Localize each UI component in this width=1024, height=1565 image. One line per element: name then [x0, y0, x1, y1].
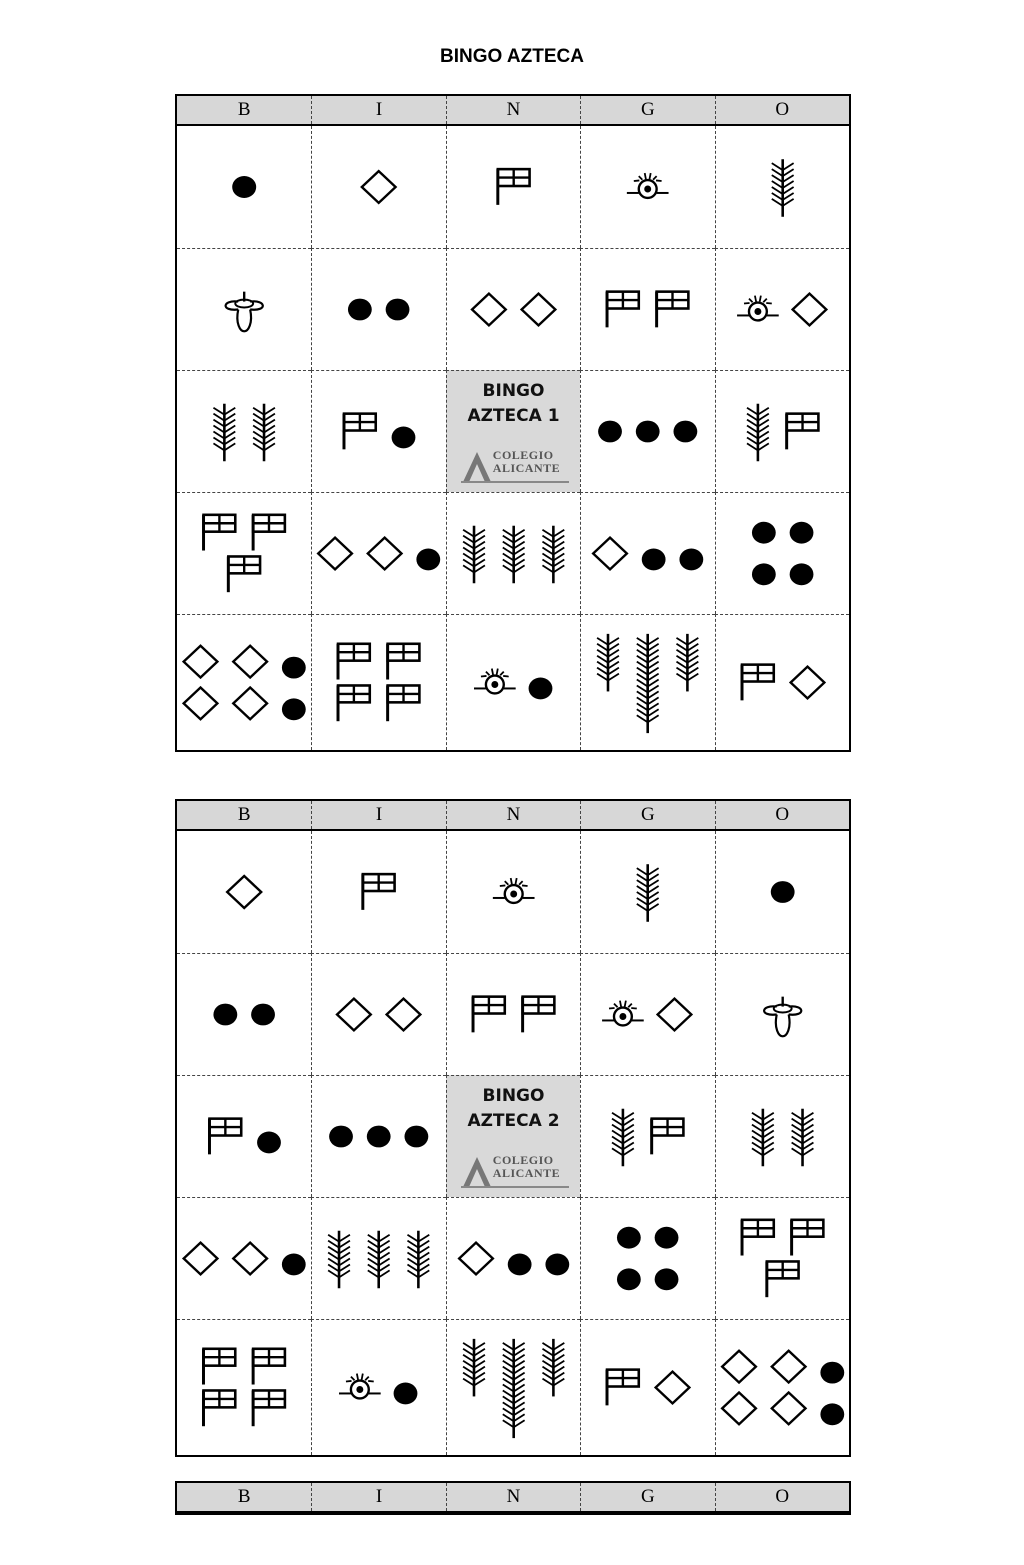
cell-symbols — [312, 1076, 445, 1197]
header-letter: I — [311, 801, 445, 829]
bingo-cell[interactable] — [311, 1197, 445, 1319]
logo-text-line2: ALICANTE — [492, 1166, 561, 1180]
diamond-icon — [472, 294, 506, 326]
dot-icon — [820, 1362, 844, 1384]
bingo-cell[interactable] — [311, 126, 445, 248]
flag-icon — [473, 997, 505, 1033]
dot-icon — [655, 1268, 679, 1290]
header-letter: G — [580, 96, 714, 124]
diamond-icon — [233, 1243, 267, 1275]
diamond-icon — [368, 538, 402, 570]
dot-icon — [282, 1254, 306, 1276]
card-header — [177, 1483, 849, 1513]
diamond-icon — [227, 876, 261, 908]
logo-text-line1: COLEGIO — [492, 448, 554, 462]
cell-symbols — [177, 615, 311, 750]
diamond-icon — [593, 538, 627, 570]
cell-symbols — [716, 615, 849, 750]
cell-symbols — [312, 126, 445, 248]
diamond-icon — [771, 1392, 805, 1424]
flag-icon — [203, 1349, 235, 1385]
cell-symbols — [447, 831, 580, 953]
dot-icon — [213, 1004, 237, 1026]
dot-icon — [330, 1126, 354, 1148]
bingo-cell[interactable] — [446, 953, 580, 1075]
dot-icon — [680, 549, 704, 571]
diamond-icon — [184, 1243, 218, 1275]
cell-symbols — [447, 1320, 580, 1455]
bingo-cell[interactable] — [311, 370, 445, 492]
bingo-cell[interactable] — [446, 126, 580, 248]
page-title: BINGO AZTECA — [440, 46, 584, 67]
bingo-card-2 — [175, 799, 851, 1457]
diamond-icon — [362, 171, 396, 203]
diamond-icon — [319, 538, 353, 570]
bingo-cell[interactable] — [715, 1075, 849, 1197]
cell-symbols — [447, 126, 580, 248]
dot-icon — [789, 563, 813, 585]
cell-symbols — [312, 1320, 445, 1455]
bingo-cell[interactable] — [580, 1319, 714, 1455]
diamond-icon — [233, 687, 267, 719]
free-space-subtitle: AZTECA 2 — [467, 1111, 560, 1131]
bingo-cell[interactable] — [177, 126, 311, 248]
cell-symbols — [177, 1320, 311, 1455]
bingo-cell[interactable] — [580, 126, 714, 248]
diamond-icon — [658, 999, 692, 1031]
diamond-icon — [184, 687, 218, 719]
cell-symbols — [581, 249, 714, 370]
dot-icon — [257, 1132, 281, 1154]
bingo-cell[interactable] — [177, 1075, 311, 1197]
bingo-cell[interactable] — [580, 370, 714, 492]
cell-symbols — [581, 1076, 714, 1197]
header-letter: N — [446, 96, 580, 124]
cell-symbols — [447, 954, 580, 1075]
plant-icon — [329, 1231, 351, 1289]
flag-icon — [791, 1220, 823, 1256]
eye-icon — [474, 669, 516, 694]
cell-symbols — [581, 954, 714, 1075]
dot-icon — [674, 421, 698, 443]
bingo-cell[interactable] — [715, 370, 849, 492]
flower-icon — [764, 997, 801, 1037]
plant-icon — [542, 526, 564, 584]
dot-icon — [417, 549, 441, 571]
bingo-cell[interactable] — [580, 1075, 714, 1197]
flag-icon — [253, 1349, 285, 1385]
card-grid — [177, 126, 849, 750]
bingo-card-1 — [175, 94, 851, 752]
bingo-cell[interactable] — [311, 1075, 445, 1197]
flag-icon — [652, 1119, 684, 1155]
cell-symbols — [716, 1320, 849, 1455]
plant-icon — [771, 159, 793, 217]
bingo-cell[interactable] — [580, 953, 714, 1075]
bingo-cell[interactable] — [177, 953, 311, 1075]
flag-icon — [742, 1220, 774, 1256]
plant-icon — [597, 634, 619, 692]
bingo-cell[interactable] — [177, 1319, 311, 1455]
cell-symbols — [581, 831, 714, 953]
plant-icon — [503, 526, 525, 584]
dot-icon — [367, 1126, 391, 1148]
plant-icon — [463, 1339, 485, 1397]
dot-icon — [251, 1004, 275, 1026]
flag-icon — [253, 1390, 285, 1426]
logo-text-line2: ALICANTE — [492, 461, 561, 475]
cell-symbols — [177, 493, 311, 614]
dot-icon — [642, 549, 666, 571]
flag-icon — [498, 169, 530, 205]
bingo-cell[interactable] — [580, 831, 714, 953]
dot-icon — [655, 1227, 679, 1249]
bingo-cell[interactable] — [311, 248, 445, 370]
bingo-cell[interactable] — [715, 614, 849, 750]
bingo-cell[interactable] — [580, 248, 714, 370]
plant-icon — [677, 634, 699, 692]
card-grid — [177, 831, 849, 1455]
flag-icon — [388, 685, 420, 721]
plant-icon — [463, 526, 485, 584]
cell-symbols — [177, 1076, 311, 1197]
dot-icon — [598, 421, 622, 443]
cell-symbols — [177, 249, 311, 370]
diamond-icon — [184, 646, 218, 678]
bingo-cell[interactable] — [715, 248, 849, 370]
cell-symbols — [312, 615, 445, 750]
bingo-cell[interactable] — [177, 1197, 311, 1319]
plant-icon — [637, 676, 659, 734]
free-space-subtitle: AZTECA 1 — [467, 406, 560, 426]
free-space[interactable] — [446, 1075, 580, 1197]
dot-icon — [789, 522, 813, 544]
plant-icon — [368, 1231, 390, 1289]
cell-symbols — [716, 1076, 849, 1197]
flag-icon — [522, 997, 554, 1033]
cell-symbols — [581, 126, 714, 248]
plant-icon — [542, 1339, 564, 1397]
dot-icon — [508, 1254, 532, 1276]
bingo-cell[interactable] — [311, 614, 445, 750]
cell-symbols — [312, 954, 445, 1075]
school-logo — [459, 448, 571, 484]
dot-icon — [752, 522, 776, 544]
header-letter: I — [311, 96, 445, 124]
flag-icon — [786, 414, 818, 450]
bingo-cell[interactable] — [311, 1319, 445, 1455]
bingo-cell[interactable] — [580, 1197, 714, 1319]
cell-symbols — [581, 493, 714, 614]
dot-icon — [282, 657, 306, 679]
header-letter: N — [446, 1483, 580, 1511]
flag-icon — [209, 1119, 241, 1155]
diamond-icon — [792, 294, 826, 326]
eye-icon — [627, 173, 669, 198]
free-space-title: BINGO — [482, 381, 545, 401]
dot-icon — [820, 1403, 844, 1425]
flag-icon — [338, 644, 370, 680]
bingo-cell[interactable] — [715, 126, 849, 248]
dot-icon — [282, 698, 306, 720]
dot-icon — [394, 1383, 418, 1405]
flag-icon — [607, 1370, 639, 1406]
cell-symbols — [177, 831, 311, 953]
flag-icon — [607, 292, 639, 328]
dot-icon — [617, 1227, 641, 1249]
diamond-icon — [387, 999, 421, 1031]
bingo-cell[interactable] — [446, 492, 580, 614]
free-space[interactable] — [446, 370, 580, 492]
flag-icon — [742, 665, 774, 701]
flag-icon — [657, 292, 689, 328]
diamond-icon — [337, 999, 371, 1031]
dot-icon — [348, 299, 372, 321]
free-space-title: BINGO — [482, 1086, 545, 1106]
plant-icon — [503, 1381, 525, 1439]
card-header — [177, 801, 849, 831]
bingo-cell[interactable] — [715, 831, 849, 953]
bingo-cell[interactable] — [715, 953, 849, 1075]
cell-symbols — [581, 1198, 714, 1319]
flag-icon — [363, 874, 395, 910]
cell-symbols — [581, 1320, 714, 1455]
bingo-cell[interactable] — [446, 1319, 580, 1455]
flag-icon — [388, 644, 420, 680]
diamond-icon — [459, 1243, 493, 1275]
cell-symbols — [312, 249, 445, 370]
cell-symbols — [312, 493, 445, 614]
header-letter: O — [715, 96, 849, 124]
eye-icon — [602, 1001, 644, 1026]
flag-icon — [344, 414, 376, 450]
cell-symbols — [716, 493, 849, 614]
cell-symbols — [447, 1198, 580, 1319]
cell-symbols — [447, 615, 580, 750]
dot-icon — [636, 421, 660, 443]
bingo-cell[interactable] — [446, 614, 580, 750]
card-header — [177, 96, 849, 126]
cell-symbols — [716, 954, 849, 1075]
plant-icon — [408, 1231, 430, 1289]
plant-icon — [752, 1109, 774, 1167]
diamond-icon — [656, 1372, 690, 1404]
plant-icon — [253, 404, 275, 462]
header-letter: G — [580, 1483, 714, 1511]
bingo-cell[interactable] — [177, 831, 311, 953]
dot-icon — [405, 1126, 429, 1148]
cell-symbols — [716, 126, 849, 248]
cell-symbols — [447, 249, 580, 370]
bingo-card-3 — [175, 1481, 851, 1515]
dot-icon — [545, 1254, 569, 1276]
plant-icon — [791, 1109, 813, 1167]
bingo-cell[interactable] — [311, 492, 445, 614]
cell-symbols — [312, 831, 445, 953]
flower-icon — [226, 292, 263, 332]
cell-symbols — [177, 371, 311, 492]
diamond-icon — [521, 294, 555, 326]
flag-icon — [204, 515, 236, 551]
diamond-icon — [233, 646, 267, 678]
cell-symbols — [581, 371, 714, 492]
bingo-cell[interactable] — [311, 831, 445, 953]
header-letter: B — [237, 1486, 251, 1507]
header-letter: B — [237, 804, 251, 825]
cell-symbols — [716, 831, 849, 953]
cell-symbols — [716, 1198, 849, 1319]
eye-icon — [737, 296, 779, 321]
cell-symbols — [716, 371, 849, 492]
bingo-cell[interactable] — [715, 1197, 849, 1319]
header-letter: B — [237, 99, 251, 120]
diamond-icon — [722, 1351, 756, 1383]
dot-icon — [770, 881, 794, 903]
cell-symbols — [447, 493, 580, 614]
cell-symbols — [177, 954, 311, 1075]
header-letter: G — [580, 801, 714, 829]
header-letter: O — [715, 1483, 849, 1511]
plant-icon — [612, 1109, 634, 1167]
bingo-cell[interactable] — [311, 953, 445, 1075]
logo-text-line1: COLEGIO — [492, 1153, 554, 1167]
bingo-cell[interactable] — [177, 614, 311, 750]
cell-symbols — [312, 371, 445, 492]
cell-symbols — [716, 249, 849, 370]
dot-icon — [617, 1268, 641, 1290]
flag-icon — [766, 1261, 798, 1297]
cell-symbols — [177, 126, 311, 248]
flag-icon — [228, 556, 260, 592]
school-logo — [459, 1153, 571, 1189]
bingo-cell[interactable] — [580, 614, 714, 750]
bingo-cell[interactable] — [446, 831, 580, 953]
dot-icon — [528, 678, 552, 700]
cell-symbols — [312, 1198, 445, 1319]
bingo-cell[interactable] — [177, 248, 311, 370]
plant-icon — [637, 864, 659, 922]
bingo-cell[interactable] — [446, 248, 580, 370]
flag-icon — [203, 1390, 235, 1426]
dot-icon — [392, 427, 416, 449]
diamond-icon — [790, 667, 824, 699]
bingo-cell[interactable] — [446, 1197, 580, 1319]
dot-icon — [232, 176, 256, 198]
eye-icon — [339, 1374, 381, 1399]
diamond-icon — [722, 1392, 756, 1424]
header-letter: N — [446, 801, 580, 829]
dot-icon — [752, 563, 776, 585]
bingo-cell[interactable] — [177, 370, 311, 492]
flag-icon — [338, 685, 370, 721]
bingo-cell[interactable] — [580, 492, 714, 614]
plant-icon — [213, 404, 235, 462]
bingo-cell[interactable] — [177, 492, 311, 614]
cell-symbols — [581, 615, 714, 750]
bingo-cell[interactable] — [715, 1319, 849, 1455]
flag-icon — [253, 515, 285, 551]
header-letter: O — [715, 801, 849, 829]
header-letter: I — [311, 1483, 445, 1511]
dot-icon — [386, 299, 410, 321]
cell-symbols — [177, 1198, 311, 1319]
bingo-cell[interactable] — [715, 492, 849, 614]
diamond-icon — [771, 1351, 805, 1383]
plant-icon — [747, 404, 769, 462]
eye-icon — [493, 878, 535, 903]
